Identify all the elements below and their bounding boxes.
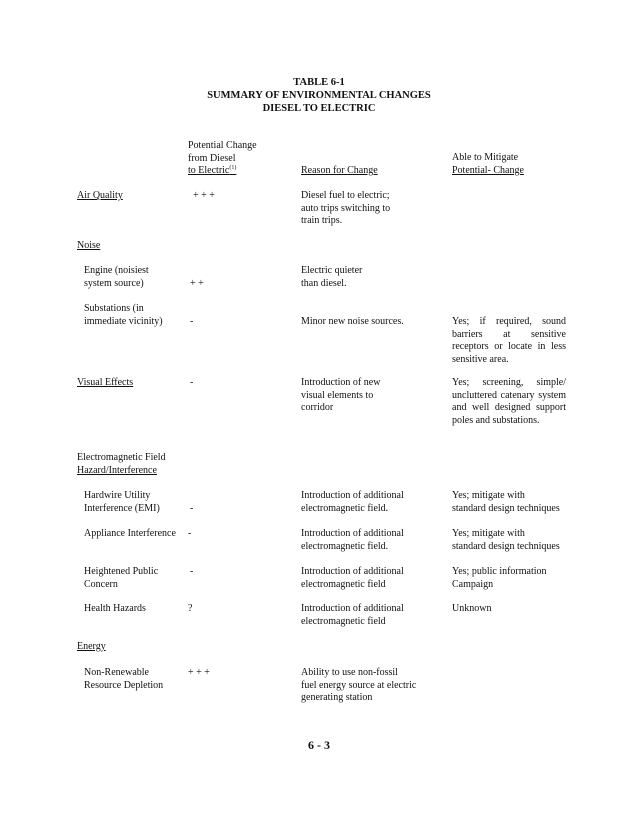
col-header-reason: Reason for Change	[301, 165, 378, 176]
table-title: SUMMARY OF ENVIRONMENTAL CHANGES	[207, 90, 431, 101]
reason-visual-effects: Introduction of new visual elements to corridor	[301, 377, 381, 414]
reason-non-renewable: Ability to use non-fossil fuel energy source at electric generating station	[301, 667, 417, 704]
row-label-public-concern: Heightened Public Concern	[84, 566, 159, 590]
reason-appliance: Introduction of additional electromagnetic field.	[301, 528, 404, 552]
table-subtitle: DIESEL TO ELECTRIC	[262, 103, 376, 114]
reason-air-quality: Diesel fuel to electric; auto trips switching to train trips.	[301, 190, 391, 227]
change-air-quality: + + +	[193, 190, 215, 201]
section-energy: Energy	[77, 641, 106, 652]
reason-public-concern: Introduction of additional electromagnetic field	[301, 566, 404, 590]
change-engine: + +	[190, 278, 204, 289]
change-visual-effects: -	[190, 377, 194, 388]
footnote-marker: (1)	[229, 165, 237, 172]
change-appliance: -	[188, 528, 192, 539]
mitigate-appliance: Yes; mitigate with standard design techniques	[452, 528, 560, 552]
mitigate-health-hazards: Unknown	[452, 603, 492, 614]
change-public-concern: -	[190, 566, 194, 577]
mitigate-hardwire: Yes; mitigate with standard design techniques	[452, 490, 560, 514]
row-label-engine: Engine (noisiest system source)	[84, 265, 149, 289]
row-label-hardwire: Hardwire Utility Interference (EMI)	[84, 490, 160, 514]
reason-substations: Minor new noise sources.	[301, 316, 404, 327]
col-header-potential-change: Potential Change from Diesel to Electric$^{(1)}$	[188, 140, 257, 177]
reason-hardwire: Introduction of additional electromagnetic field.	[301, 490, 404, 514]
row-label-visual-effects: Visual Effects	[77, 377, 134, 388]
mitigate-substations: Yes; if required, sound barriers at sensitive receptors or locate in less sensitive area.	[452, 316, 566, 365]
mitigate-visual-effects: Yes; screening, simple/ uncluttered catenary system and well designed support poles and substations.	[452, 377, 566, 426]
row-label-appliance: Appliance Interference	[84, 528, 176, 539]
page-number: 6 - 3	[308, 738, 330, 752]
row-label-non-renewable: Non-Renewable Resource Depletion	[84, 667, 164, 691]
mitigate-public-concern: Yes; public information Campaign	[452, 566, 547, 590]
section-noise: Noise	[77, 240, 101, 251]
reason-engine: Electric quieter than diesel.	[301, 265, 363, 289]
reason-health-hazards: Introduction of additional electromagnetic field	[301, 603, 404, 627]
row-label-substations: Substations (in immediate vicinity)	[84, 303, 163, 327]
row-label-air-quality: Air Quality	[77, 190, 123, 201]
row-label-health-hazards: Health Hazards	[84, 603, 146, 614]
change-hardwire: -	[190, 503, 194, 514]
col-header-mitigate: Able to Mitigate Potential- Change	[452, 152, 524, 176]
section-emf: Electromagnetic Field Hazard/Interference	[77, 452, 166, 476]
change-substations: -	[190, 316, 194, 327]
change-non-renewable: + + +	[188, 667, 210, 678]
change-health-hazards: ?	[188, 603, 193, 614]
table-number: TABLE 6-1	[293, 77, 345, 88]
